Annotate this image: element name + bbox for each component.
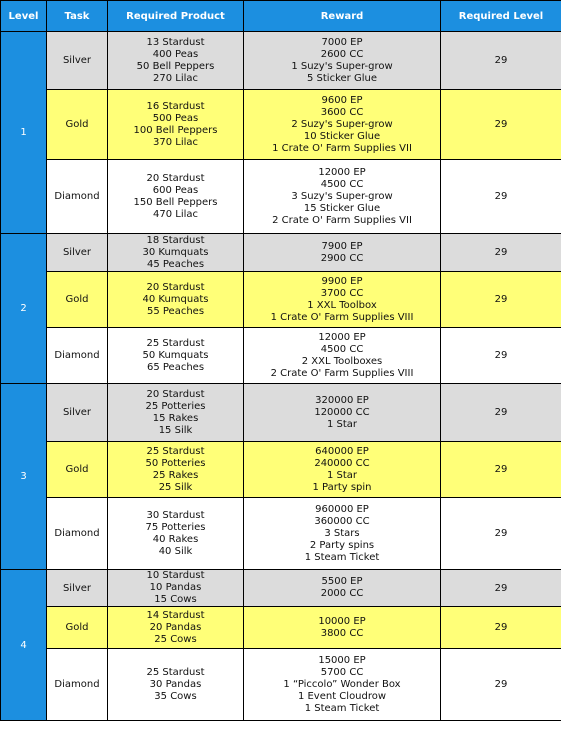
level-cell: 2 xyxy=(1,234,47,384)
product-line: 30 Pandas xyxy=(149,678,202,690)
required-product-cell xyxy=(108,32,244,90)
required-level-cell: 29 xyxy=(441,160,561,234)
reward-cell xyxy=(244,498,441,570)
reward-line: 360000 CC xyxy=(314,515,370,527)
table-row xyxy=(1,570,561,607)
product-line: 20 Stardust xyxy=(146,388,205,400)
product-line: 10 Stardust xyxy=(146,570,205,581)
reward-line: 4500 CC xyxy=(320,178,364,190)
product-line: 14 Stardust xyxy=(146,609,205,621)
product-line: 16 Stardust xyxy=(146,100,205,112)
reward-line: 2600 CC xyxy=(320,48,364,60)
product-line: 20 Pandas xyxy=(149,621,202,633)
product-line: 35 Cows xyxy=(154,690,197,702)
reward-line: 1 Star xyxy=(326,418,358,430)
reward-line: 1 XXL Toolbox xyxy=(307,299,377,311)
header-level: Level xyxy=(1,1,47,32)
table-row xyxy=(1,234,561,272)
reward-cell xyxy=(244,607,441,649)
reward-line: 320000 EP xyxy=(315,394,369,406)
task-cell: Silver xyxy=(47,384,108,442)
product-line: 10 Pandas xyxy=(149,582,202,593)
reward-line: 2 Suzy's Super-grow xyxy=(291,118,393,130)
reward-line: 120000 CC xyxy=(314,406,370,418)
required-product-cell xyxy=(108,442,244,498)
product-line: 25 Silk xyxy=(158,481,193,493)
required-level-cell: 29 xyxy=(441,32,561,90)
reward-line: 2 XXL Toolboxes xyxy=(301,355,383,367)
task-cell: Gold xyxy=(47,442,108,498)
product-line: 18 Stardust xyxy=(146,234,205,246)
reward-line: 3800 CC xyxy=(320,627,364,639)
product-line: 40 Silk xyxy=(158,545,193,557)
required-product-cell xyxy=(108,90,244,160)
reward-cell xyxy=(244,570,441,607)
reward-line: 2900 CC xyxy=(320,252,364,264)
required-product-cell xyxy=(108,649,244,721)
header-task: Task xyxy=(47,1,108,32)
task-cell: Diamond xyxy=(47,498,108,570)
required-level-cell: 29 xyxy=(441,498,561,570)
reward-line: 5 Sticker Glue xyxy=(307,72,377,84)
product-line: 600 Peas xyxy=(152,184,199,196)
header-required-product: Required Product xyxy=(108,1,244,32)
table-row xyxy=(1,32,561,90)
reward-line: 15000 EP xyxy=(318,654,366,666)
header-row xyxy=(1,1,561,32)
reward-line: 9600 EP xyxy=(321,94,363,106)
table-row xyxy=(1,160,561,234)
product-line: 15 Rakes xyxy=(152,412,199,424)
product-line: 470 Lilac xyxy=(152,208,199,220)
required-level-cell: 29 xyxy=(441,234,561,272)
task-cell: Diamond xyxy=(47,160,108,234)
reward-line: 3 Stars xyxy=(324,527,360,539)
table-body xyxy=(1,32,561,721)
reward-line: 2 Crate O' Farm Supplies VII xyxy=(272,214,412,226)
task-cell: Diamond xyxy=(47,328,108,384)
reward-cell xyxy=(244,384,441,442)
table-row xyxy=(1,442,561,498)
reward-line: 640000 EP xyxy=(315,445,369,457)
product-line: 75 Potteries xyxy=(145,521,206,533)
reward-cell xyxy=(244,272,441,328)
required-product-cell xyxy=(108,384,244,442)
product-line: 25 Stardust xyxy=(146,445,205,457)
required-level-cell: 29 xyxy=(441,384,561,442)
required-product-cell xyxy=(108,498,244,570)
reward-line: 1 Event Cloudrow xyxy=(297,690,387,702)
reward-line: 1 “Piccolo” Wonder Box xyxy=(283,678,401,690)
product-line: 20 Stardust xyxy=(146,281,205,293)
product-line: 370 Lilac xyxy=(152,136,199,148)
product-line: 30 Kumquats xyxy=(142,246,209,258)
product-line: 50 Bell Peppers xyxy=(136,60,215,72)
reward-cell xyxy=(244,328,441,384)
product-line: 45 Peaches xyxy=(146,258,205,270)
required-level-cell: 29 xyxy=(441,649,561,721)
required-level-cell: 29 xyxy=(441,328,561,384)
reward-line: 12000 EP xyxy=(318,166,366,178)
header-reward: Reward xyxy=(244,1,441,32)
product-line: 100 Bell Peppers xyxy=(133,124,218,136)
reward-line: 2 Crate O' Farm Supplies VIII xyxy=(270,367,414,379)
reward-line: 9900 EP xyxy=(321,275,363,287)
reward-line: 1 Steam Ticket xyxy=(304,702,380,714)
product-line: 400 Peas xyxy=(152,48,199,60)
required-product-cell xyxy=(108,272,244,328)
reward-line: 3600 CC xyxy=(320,106,364,118)
task-cell: Silver xyxy=(47,32,108,90)
reward-line: 7000 EP xyxy=(321,36,363,48)
reward-line: 2000 CC xyxy=(320,588,364,599)
task-cell: Diamond xyxy=(47,649,108,721)
reward-line: 5500 EP xyxy=(321,576,363,587)
product-line: 65 Peaches xyxy=(146,361,205,373)
product-line: 15 Cows xyxy=(154,594,197,605)
product-line: 270 Lilac xyxy=(152,72,199,84)
reward-line: 3 Suzy's Super-grow xyxy=(291,190,393,202)
task-cell: Gold xyxy=(47,90,108,160)
required-product-cell xyxy=(108,607,244,649)
reward-line: 15 Sticker Glue xyxy=(303,202,381,214)
product-line: 50 Potteries xyxy=(145,457,206,469)
header-required-level: Required Level xyxy=(441,1,561,32)
reward-cell xyxy=(244,649,441,721)
reward-line: 10000 EP xyxy=(318,615,366,627)
product-line: 15 Silk xyxy=(158,424,193,436)
required-level-cell: 29 xyxy=(441,272,561,328)
required-level-cell: 29 xyxy=(441,442,561,498)
level-cell: 3 xyxy=(1,384,47,570)
table-row xyxy=(1,498,561,570)
reward-cell xyxy=(244,442,441,498)
required-level-cell: 29 xyxy=(441,570,561,607)
task-cell: Gold xyxy=(47,607,108,649)
reward-line: 3700 CC xyxy=(320,287,364,299)
reward-line: 10 Sticker Glue xyxy=(303,130,381,142)
required-product-cell xyxy=(108,570,244,607)
reward-line: 7900 EP xyxy=(321,240,363,252)
product-line: 25 Rakes xyxy=(152,469,199,481)
reward-line: 1 Suzy's Super-grow xyxy=(291,60,393,72)
reward-cell xyxy=(244,160,441,234)
table-row xyxy=(1,90,561,160)
product-line: 50 Kumquats xyxy=(142,349,209,361)
product-line: 40 Rakes xyxy=(152,533,199,545)
reward-line: 1 Steam Ticket xyxy=(304,551,380,563)
required-level-cell: 29 xyxy=(441,607,561,649)
product-line: 25 Stardust xyxy=(146,666,205,678)
table-row xyxy=(1,328,561,384)
reward-cell xyxy=(244,234,441,272)
required-level-cell: 29 xyxy=(441,90,561,160)
reward-line: 12000 EP xyxy=(318,331,366,343)
product-line: 150 Bell Peppers xyxy=(133,196,218,208)
task-cell: Silver xyxy=(47,234,108,272)
level-cell: 1 xyxy=(1,32,47,234)
reward-line: 1 Crate O' Farm Supplies VIII xyxy=(270,311,414,323)
reward-cell xyxy=(244,90,441,160)
reward-line: 1 Crate O' Farm Supplies VII xyxy=(272,142,412,154)
reward-line: 240000 CC xyxy=(314,457,370,469)
product-line: 40 Kumquats xyxy=(142,293,209,305)
product-line: 13 Stardust xyxy=(146,36,205,48)
table-row xyxy=(1,384,561,442)
reward-line: 1 Party spin xyxy=(312,481,372,493)
reward-line: 2 Party spins xyxy=(309,539,375,551)
required-product-cell xyxy=(108,328,244,384)
product-line: 25 Stardust xyxy=(146,337,205,349)
product-line: 20 Stardust xyxy=(146,172,205,184)
level-cell: 4 xyxy=(1,570,47,721)
reward-cell xyxy=(244,32,441,90)
table-row xyxy=(1,649,561,721)
product-line: 500 Peas xyxy=(152,112,199,124)
product-line: 25 Potteries xyxy=(145,400,206,412)
product-line: 30 Stardust xyxy=(146,509,205,521)
task-cell: Gold xyxy=(47,272,108,328)
product-line: 55 Peaches xyxy=(146,305,205,317)
required-product-cell xyxy=(108,160,244,234)
reward-line: 4500 CC xyxy=(320,343,364,355)
product-line: 25 Cows xyxy=(154,633,197,645)
required-product-cell xyxy=(108,234,244,272)
reward-line: 960000 EP xyxy=(315,503,369,515)
reward-line: 1 Star xyxy=(326,469,358,481)
task-cell: Silver xyxy=(47,570,108,607)
reward-line: 5700 CC xyxy=(320,666,364,678)
table-row xyxy=(1,272,561,328)
table-row xyxy=(1,607,561,649)
